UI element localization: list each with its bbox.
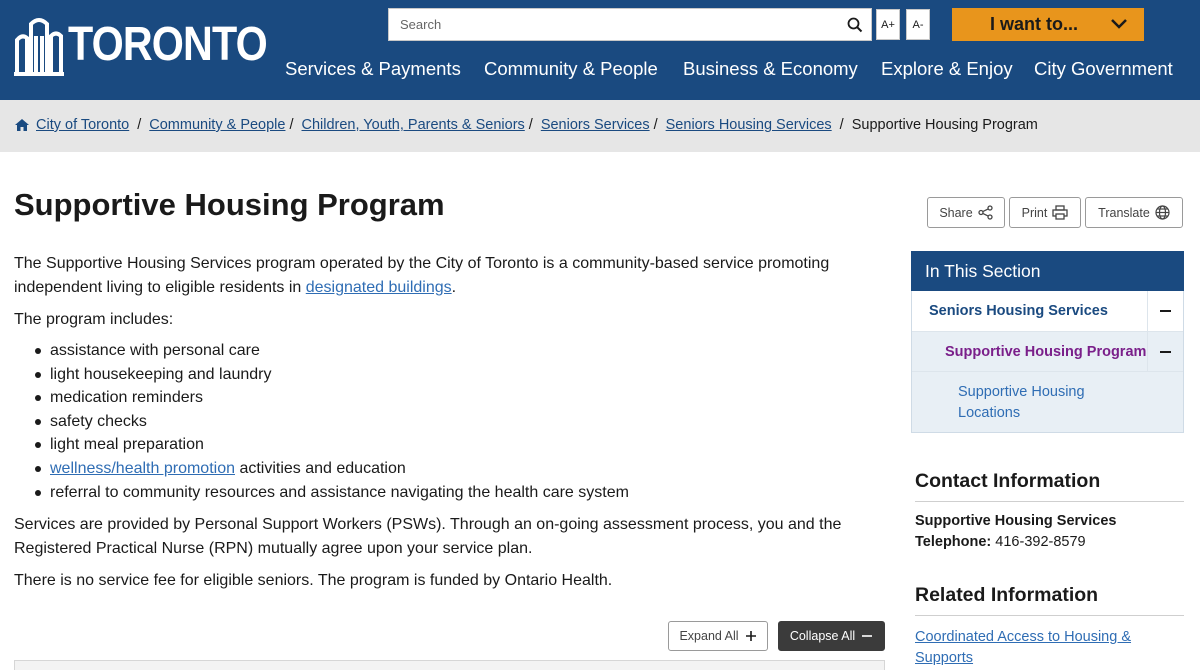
telephone-number: 416-392-8579 [991, 534, 1086, 550]
intro-text: The Supportive Housing Services program operated by the City of Toronto is a community-based service promoting independent living to eligible residents in [14, 255, 830, 296]
expand-all-label: Expand All [679, 629, 739, 643]
font-increase-button[interactable]: A+ [876, 9, 900, 40]
nav-explore-enjoy[interactable]: Explore & Enjoy [881, 58, 1013, 79]
breadcrumb-separator: / [528, 117, 533, 133]
list-item: referral to community resources and assistance navigating the health care system [14, 481, 629, 505]
minus-icon [861, 630, 873, 642]
sidebar-item-label: Seniors Housing Services [929, 303, 1108, 319]
share-icon [978, 205, 993, 220]
collapse-all-label: Collapse All [789, 629, 856, 643]
search-button[interactable] [839, 9, 871, 40]
intro-end: . [451, 279, 457, 296]
i-want-to-label: I want to... [990, 14, 1078, 34]
psw-paragraph: Services are provided by Personal Support Workers (PSWs). Through an on-going assessment process, you and the Registered Practical Nurse (RPN) mutually agree upon your service plan. [14, 516, 842, 557]
print-button[interactable] [1009, 197, 1081, 228]
contact-name: Supportive Housing Services [915, 513, 1117, 529]
breadcrumb-current: Supportive Housing Program [851, 117, 1038, 133]
font-decrease-button[interactable]: A- [906, 9, 930, 40]
toronto-logo[interactable] [14, 14, 299, 76]
share-label: Share [939, 205, 973, 220]
collapse-all-button[interactable] [778, 621, 885, 651]
i-want-to-dropdown[interactable] [952, 8, 1144, 41]
collapse-toggle[interactable] [1147, 291, 1183, 331]
breadcrumb-children-youth-parents-seniors[interactable]: Children, Youth, Parents & Seniors [301, 117, 525, 133]
list-item: medication reminders [14, 386, 629, 410]
breadcrumb-separator: / [137, 117, 142, 133]
breadcrumb-separator: / [289, 117, 294, 133]
collapse-toggle[interactable] [1147, 332, 1183, 371]
contact-telephone [915, 534, 1086, 550]
search-input[interactable] [389, 9, 839, 40]
logo-wordmark: TORONTO [68, 18, 267, 71]
list-item: assistance with personal care [14, 339, 629, 363]
nav-services-payments[interactable]: Services & Payments [285, 58, 461, 79]
breadcrumb [14, 117, 1038, 133]
globe-icon [1155, 205, 1170, 220]
list-item-text: activities and education [235, 459, 406, 477]
related-information-heading: Related Information [915, 584, 1099, 606]
minus-icon [1160, 351, 1171, 353]
home-icon[interactable] [14, 118, 30, 132]
sidebar-item-supportive-housing-locations[interactable] [912, 372, 1183, 432]
wellness-health-promotion-link[interactable]: wellness/health promotion [50, 459, 235, 477]
breadcrumb-seniors-services[interactable]: Seniors Services [540, 117, 650, 133]
print-label: Print [1021, 205, 1048, 220]
expand-all-button[interactable] [668, 621, 768, 651]
list-item: light meal preparation [14, 433, 629, 457]
program-list [14, 339, 629, 504]
breadcrumb-community-people[interactable]: Community & People [149, 117, 286, 133]
list-item [14, 457, 629, 481]
fee-paragraph: There is no service fee for eligible seniors. The program is funded by Ontario Health. [14, 572, 613, 589]
breadcrumb-city-of-toronto[interactable]: City of Toronto [36, 117, 130, 133]
nav-community-people[interactable]: Community & People [484, 58, 658, 79]
minus-icon [1160, 310, 1171, 312]
chevron-down-icon [1110, 17, 1128, 31]
nav-business-economy[interactable]: Business & Economy [683, 58, 858, 79]
search-bar [388, 8, 872, 41]
search-icon [847, 17, 863, 33]
intro-paragraph [14, 252, 874, 300]
print-icon [1052, 205, 1068, 220]
list-item: safety checks [14, 410, 629, 434]
page-title: Supportive Housing Program [14, 187, 445, 222]
breadcrumb-separator: / [653, 117, 658, 133]
designated-buildings-link[interactable]: designated buildings [305, 279, 452, 296]
breadcrumb-separator: / [839, 117, 844, 133]
plus-icon [745, 630, 757, 642]
divider [915, 501, 1184, 502]
nav-city-government[interactable]: City Government [1034, 58, 1173, 79]
coordinated-access-link[interactable]: Coordinated Access to Housing & Supports [915, 629, 1132, 666]
includes-paragraph: The program includes: [14, 311, 174, 328]
contact-information-heading: Contact Information [915, 470, 1101, 492]
translate-label: Translate [1098, 205, 1150, 220]
sidebar-item-seniors-housing-services[interactable] [912, 291, 1183, 332]
sidebar-item-supportive-housing-program[interactable] [912, 332, 1183, 372]
divider [915, 615, 1184, 616]
list-item: light housekeeping and laundry [14, 363, 629, 387]
breadcrumb-seniors-housing-services[interactable]: Seniors Housing Services [665, 117, 832, 133]
sidebar-item-label: Supportive Housing Locations [958, 384, 1085, 421]
city-hall-logo-icon [14, 14, 64, 76]
sidebar-item-label: Supportive Housing Program [945, 344, 1147, 360]
share-button[interactable] [927, 197, 1005, 228]
translate-button[interactable] [1085, 197, 1183, 228]
accordion-panel[interactable] [14, 660, 885, 670]
telephone-label: Telephone: [915, 534, 992, 550]
in-this-section-heading: In This Section [911, 251, 1184, 291]
